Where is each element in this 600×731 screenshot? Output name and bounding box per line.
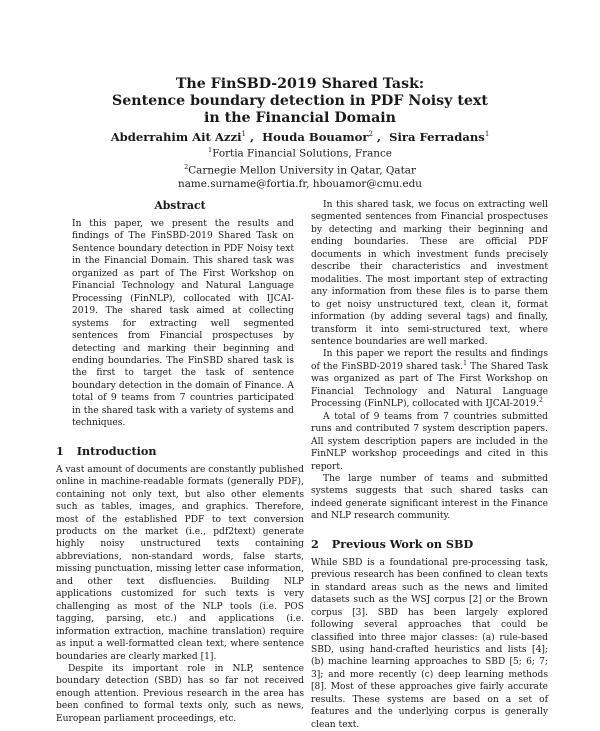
author-affil-mark: 2 (368, 130, 373, 138)
paragraph: While SBD is a foundational pre-processing task, previous research has been confined to clean texts in standard areas such as the news and limited datasets such as the WSJ corpus [2] or the Brown corpus [3]. SBD has been largely explored following several approaches that could be classified into three major classes: (a) rule-based SBD, using hand-crafted heuristics and lists [4]; (b) machine learning approaches to SBD [5; 6; 7; 3]; and more recently (c) deep learning methods [8]. Most of these approaches give fairly accurate results. These systems are based on a set of features and the underlying corpus is generally clean text. (311, 557, 548, 730)
title-line-3: in the Financial Domain (204, 110, 396, 126)
affiliation (0, 144, 600, 161)
footnote-mark: 2 (538, 397, 543, 405)
affiliation-text: Fortia Financial Solutions, France (212, 147, 392, 160)
author-list (0, 127, 600, 144)
author-name: Sira Ferradans (389, 129, 485, 144)
section-heading (311, 537, 548, 551)
affiliation-text: Carnegie Mellon University in Qatar, Qatar (188, 164, 416, 177)
section-title: Introduction (76, 443, 157, 458)
email-line: name.surname@fortia.fr, hbouamor@cmu.edu (178, 177, 422, 190)
paragraph-text: The Shared Task was organized as part of The First Workshop on Financial Technology and Natural Language Processing (FinNLP), collocated with IJCAI-2019. (311, 361, 548, 410)
left-column (56, 199, 304, 725)
paragraph: A total of 9 teams from 7 countries submitted runs and contributed 7 system description papers. All system description papers are included in the FinNLP workshop proceedings and cited in this report. (311, 411, 548, 472)
author-separator: , (245, 129, 255, 144)
paper-title (0, 76, 600, 127)
affiliation-mark: 1 (208, 146, 213, 154)
section-title: Previous Work on SBD (331, 536, 474, 551)
paragraph: A vast amount of documents are constantly published online in machine-readable formats (generally PDF), containing not only text, but also other elements such as tables, images, and graphics. Therefore, most of the established PDF to text conversion products on the market (i.e., pdf2text) generate highly noisy unstructured texts containing abbreviations, non-standard words, false starts, missing punctuation, missing letter case information, and other text disfluencies. Building NLP applications customized for such texts is very challenging as most of the NLP tools (i.e. POS tagging, parsing, etc.) and applications (i.e. information extraction, machine translation) require as input a well-formatted clean text, where sentence boundaries are clearly marked [1]. (56, 464, 304, 662)
footnote-mark: 1 (463, 359, 467, 367)
paragraph (311, 348, 548, 410)
abstract-text: In this paper, we present the results and findings of The FinSBD-2019 Shared Task on Sentence boundary detection in PDF Noisy text in the Financial Domain. This shared task was organized as part of The First Workshop on Financial Technology and Natural Language Processing (FinNLP), collocated with IJCAI-2019. The shared task aimed at collecting systems for extracting well segmented sentences from Financial prospectuses by detecting and marking their beginning and ending boundaries. The FinSBD shared task is the first to target the task of sentence boundary detection in the domain of Finance. A total of 9 teams from 7 countries participated in the shared task with a variety of systems and techniques. (72, 219, 294, 429)
author-name: Abderrahim Ait Azzi (110, 129, 242, 144)
section-heading (56, 444, 304, 458)
affiliations (0, 144, 600, 191)
paragraph: The large number of teams and submitted systems suggests that such shared tasks can indeed generate significant interest in the Finance and NLP research community. (311, 473, 548, 522)
author-affil-mark: 1 (241, 130, 246, 138)
paragraph-text: In this paper we report the results and findings of the FinSBD-2019 shared task. (311, 349, 548, 372)
author-separator: , (372, 129, 382, 144)
title-line-1: The FinSBD-2019 Shared Task: (175, 76, 425, 92)
author-name: Houda Bouamor (262, 129, 369, 144)
title-line-2: Sentence boundary detection in PDF Noisy text (112, 93, 488, 109)
section-number: 2 (311, 536, 319, 551)
affiliation-mark: 2 (184, 162, 189, 171)
author-affil-mark: 1 (484, 130, 490, 138)
section-number: 1 (56, 443, 64, 458)
paragraph: In this shared task, we focus on extracting well segmented sentences from Financial prospectuses by detecting and marking their beginning and ending boundaries. These are official PDF documents in which investment funds precisely describe their characteristics and investment modalities. The most important step of extracting any information from these files is to parse them to get noisy unstructured text, clean it, format information (by adding several tags) and finally, transform it into semi-structured text, where sentence boundaries are well marked. (311, 200, 548, 347)
paragraph: Despite its important role in NLP, sentence boundary detection (SBD) has so far not received enough attention. Previous research in the area has been confined to formal texts only, such as news, European parliament proceedings, etc. (56, 663, 304, 724)
right-column (311, 199, 548, 731)
abstract-heading: Abstract (154, 199, 206, 212)
affiliation (0, 161, 600, 178)
